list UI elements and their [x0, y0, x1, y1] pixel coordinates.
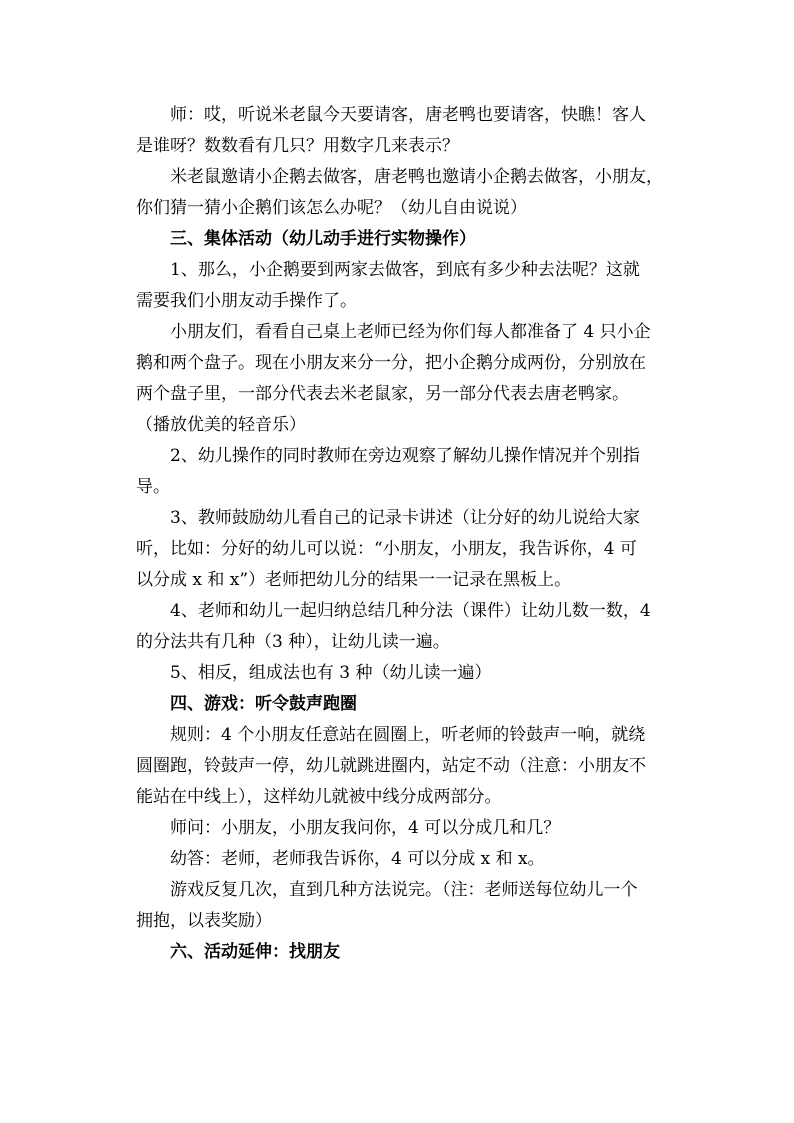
text-line: 两个盘子里，一部分代表去米老鼠家，另一部分代表去唐老鸭家。: [136, 384, 629, 404]
text-line: 鹅和两个盘子。现在小朋友来分一分，把小企鹅分成两份，分别放在: [136, 353, 646, 373]
section-heading: 六、活动延伸：找朋友: [170, 942, 340, 962]
section-heading: 三、集体活动（幼儿动手进行实物操作）: [170, 229, 476, 249]
text-line: 以分成 x 和 x”）老师把幼儿分的结果一一记录在黑板上。: [136, 570, 572, 590]
text-line: 师：哎，听说米老鼠今天要请客，唐老鸭也要请客，快瞧！客人: [170, 105, 646, 125]
text-line: 1、那么，小企鹅要到两家去做客，到底有多少种去法呢？这就: [170, 260, 640, 280]
text-line: 圆圈跑，铃鼓声一停，幼儿就跳进圈内，站定不动（注意：小朋友不: [136, 756, 646, 776]
document-body: [136, 100, 676, 968]
text-line: 4、老师和幼儿一起归纳总结几种分法（课件）让幼儿数一数，4: [170, 601, 651, 621]
text-line: 是谁呀？数数看有几只？用数字几来表示？: [136, 136, 459, 156]
text-line: 米老鼠邀请小企鹅去做客，唐老鸭也邀请小企鹅去做客，小朋友，: [170, 167, 663, 187]
text-line: 能站在中线上），这样幼儿就被中线分成两部分。: [136, 787, 502, 807]
text-line: 5、相反，组成法也有 3 种（幼儿读一遍）: [170, 663, 492, 683]
text-line: 的分法共有几种（3 种），让幼儿读一遍。: [136, 632, 450, 652]
text-line: 拥抱，以表奖励）: [136, 911, 272, 931]
text-line: 需要我们小朋友动手操作了。: [136, 291, 357, 311]
section-heading: 四、游戏：听令鼓声跑圈: [170, 694, 357, 714]
text-line: 小朋友们，看看自己桌上老师已经为你们每人都准备了 4 只小企: [170, 322, 651, 342]
text-line: 听，比如：分好的幼儿可以说：“小朋友，小朋友，我告诉你，4 可: [136, 539, 637, 559]
text-line: 游戏反复几次，直到几种方法说完。（注：老师送每位幼儿一个: [170, 880, 638, 900]
text-line: 幼答：老师，老师我告诉你，4 可以分成 x 和 x。: [170, 849, 545, 869]
text-line: 2、幼儿操作的同时教师在旁边观察了解幼儿操作情况并个别指: [170, 446, 640, 466]
text-line: 规则：4 个小朋友任意站在圆圈上，听老师的铃鼓声一响，就绕: [170, 725, 646, 745]
text-line: 你们猜一猜小企鹅们该怎么办呢？（幼儿自由说说）: [136, 198, 527, 218]
text-line: 3、教师鼓励幼儿看自己的记录卡讲述（让分好的幼儿说给大家: [170, 508, 640, 528]
text-line: （播放优美的轻音乐）: [136, 415, 306, 435]
text-line: 导。: [136, 477, 170, 497]
text-line: 师问：小朋友，小朋友我问你，4 可以分成几和几？: [170, 818, 561, 838]
